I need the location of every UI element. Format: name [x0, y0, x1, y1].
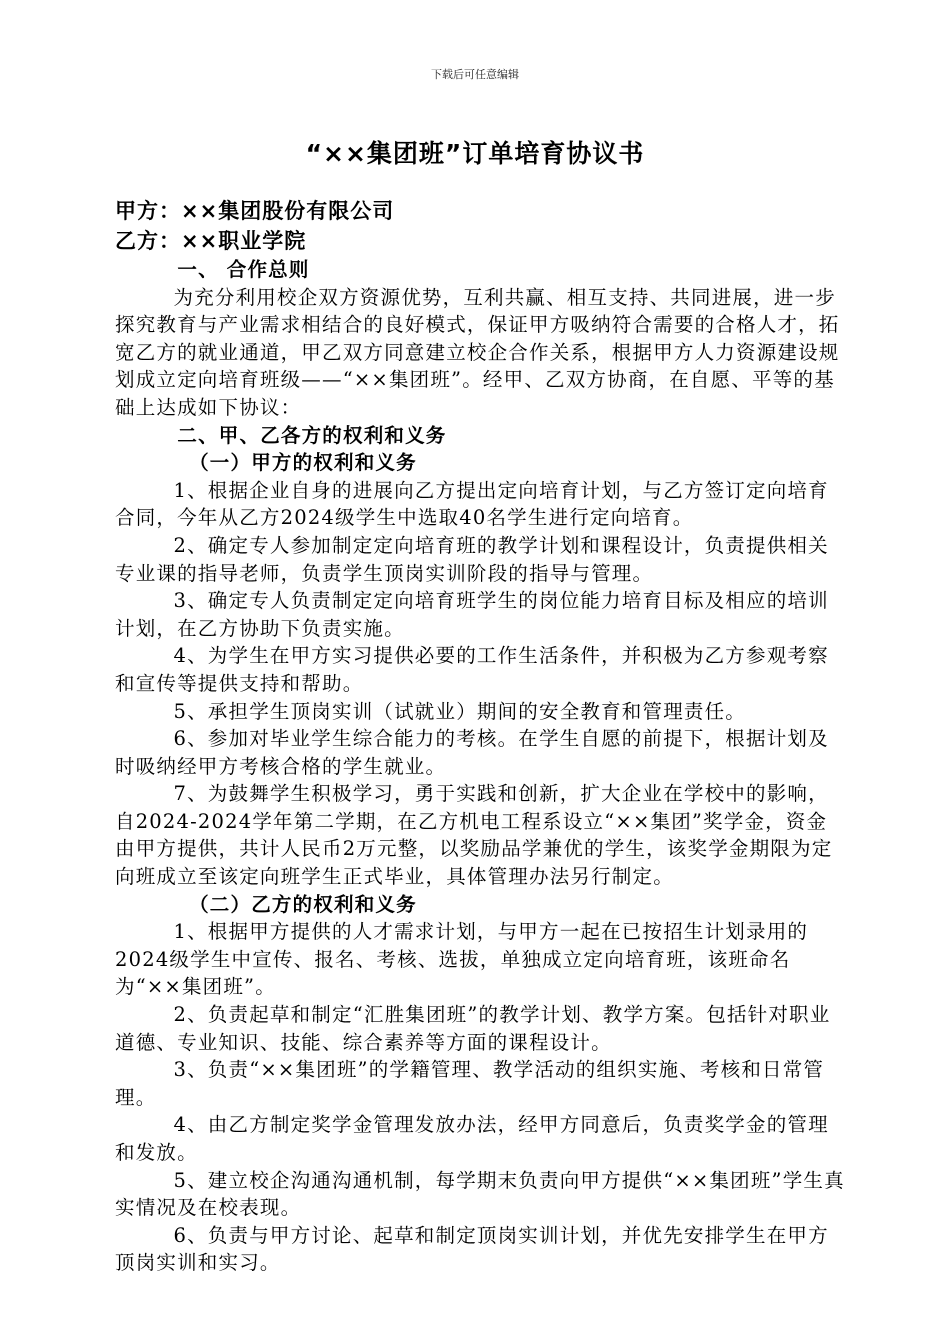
party-b-item: 6、负责与甲方讨论、起草和制定顶岗实训计划，并优先安排学生在甲方顶岗实训和实习。: [115, 1223, 829, 1275]
section1-text: 为充分利用校企双方资源优势，互利共赢、相互支持、共同进展，进一步探究教育与产业需求相结合的良好模式，保证甲方吸纳符合需要的合格人才，拓宽乙方的就业通道，甲乙双方同意建立校企合作关系，根据甲方人力资源建设规划成立定向培育班级——“××集团班”。经甲、乙双方协商，在自愿、平等的基础上达成如下协议：: [115, 285, 840, 419]
party-a: 甲方：××集团股份有限公司: [115, 199, 395, 223]
party-a-item: 3、确定专人负责制定定向培育班学生的岗位能力培育目标及相应的培训计划，在乙方协助下负责实施。: [115, 589, 829, 640]
party-b-rights-heading: （二）乙方的权利和义务: [189, 892, 417, 916]
document-body: [115, 196, 845, 1277]
party-a-rights-heading: （一）甲方的权利和义务: [189, 451, 417, 475]
party-b-item: 3、负责“××集团班”的学籍管理、教学活动的组织实施、考核和日常管理。: [115, 1058, 825, 1109]
party-b-item: 5、建立校企沟通沟通机制，每学期末负责向甲方提供“××集团班”学生真实情况及在校表现。: [115, 1168, 845, 1220]
party-b-item: 1、根据甲方提供的人才需求计划，与甲方一起在已按招生计划录用的2024级学生中宣传、报名、考核、选拔，单独成立定向培育班，该班命名为“××集团班”。: [115, 920, 809, 999]
party-b-item: 2、负责起草和制定“汇胜集团班”的教学计划、教学方案。包括针对职业道德、专业知识、技能、综合素养等方面的课程设计。: [115, 1003, 831, 1054]
party-a-item: 2、确定专人参加制定定向培育班的教学计划和课程设计，负责提供相关专业课的指导老师，负责学生顶岗实训阶段的指导与管理。: [115, 533, 829, 585]
party-b-item: 4、由乙方制定奖学金管理发放办法，经甲方同意后，负责奖学金的管理和发放。: [115, 1113, 829, 1164]
party-a-item: 1、根据企业自身的进展向乙方提出定向培育计划，与乙方签订定向培育合同，今年从乙方2024级学生中选取40名学生进行定向培育。: [115, 478, 829, 530]
party-a-item: 6、参加对毕业学生综合能力的考核。在学生自愿的前提下，根据计划及时吸纳经甲方考核合格的学生就业。: [115, 727, 829, 778]
header-note: 下载后可任意编辑: [431, 68, 519, 81]
party-b: 乙方：××职业学院: [115, 229, 307, 253]
party-a-item: 5、承担学生顶岗实训（试就业）期间的安全教育和管理责任。: [173, 699, 747, 723]
document-title: “××集团班”订单培育协议书: [305, 139, 645, 168]
party-a-item: 7、为鼓舞学生积极学习，勇于实践和创新，扩大企业在学校中的影响，自2024-2024学年第二学期，在乙方机电工程系设立“××集团”奖学金，资金由甲方提供，共计人民币2万元整，以奖励品学兼优的学生，该奖学金期限为定向班成立至该定向班学生正式毕业，具体管理办法另行制定。: [115, 782, 833, 889]
section1-heading: 一、 合作总则: [177, 258, 310, 281]
section2-heading: 二、甲、乙各方的权利和义务: [177, 423, 447, 447]
party-a-item: 4、为学生在甲方实习提供必要的工作生活条件，并积极为乙方参观考察和宣传等提供支持和帮助。: [115, 644, 829, 695]
